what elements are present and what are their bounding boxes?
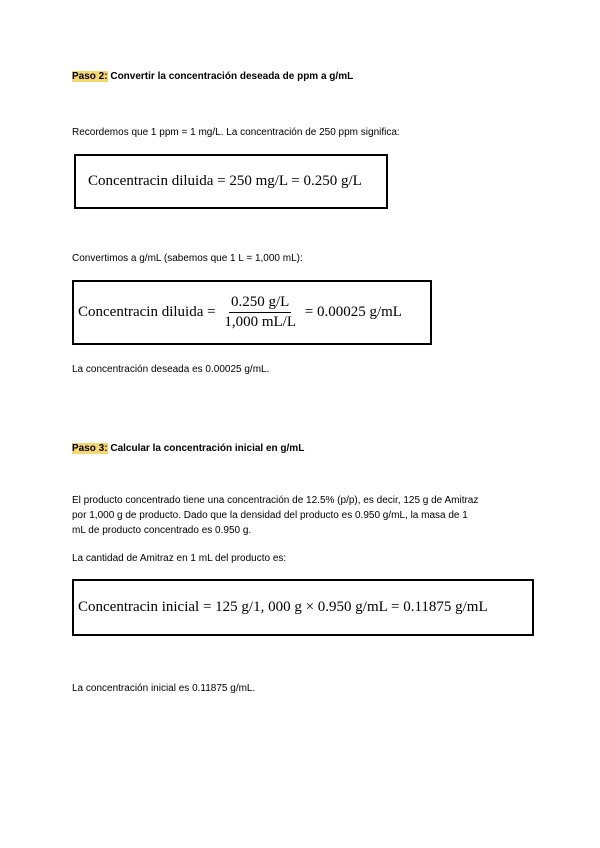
step3-paragraph-line: por 1,000 g de producto. Dado que la densidad del producto es 0.950 g/mL, la masa de 1 bbox=[72, 510, 468, 521]
step2-intro: Recordemos que 1 ppm = 1 mg/L. La concentración de 250 ppm significa: bbox=[72, 127, 400, 138]
equation-2 bbox=[78, 294, 402, 331]
step3-heading bbox=[72, 443, 304, 454]
step3-paragraph-line: mL de producto concentrado es 0.950 g. bbox=[72, 525, 252, 536]
step3-paragraph bbox=[72, 493, 542, 538]
step3-paragraph-line: El producto concentrado tiene una concentración de 12.5% (p/p), es decir, 125 g de Amitraz bbox=[72, 495, 479, 506]
step3-amount-text: La cantidad de Amitraz en 1 mL del producto es: bbox=[72, 553, 287, 564]
step2-title: Convertir la concentración deseada de ppm a g/mL bbox=[107, 71, 354, 82]
step3-result: La concentración inicial es 0.11875 g/mL. bbox=[72, 683, 256, 694]
equation-2-numerator: 0.250 g/L bbox=[229, 294, 291, 313]
equation-box-2 bbox=[72, 280, 432, 345]
equation-1 bbox=[88, 173, 362, 190]
equation-3: Concentracin inicial = 125 g/1, 000 g × 0.950 g/mL = 0.11875 g/mL bbox=[78, 599, 488, 615]
step2-heading bbox=[72, 71, 353, 82]
equation-2-denominator: 1,000 mL/L bbox=[224, 314, 297, 330]
step2-result: La concentración deseada es 0.00025 g/mL. bbox=[72, 364, 270, 375]
step3-label: Paso 3: bbox=[72, 443, 108, 454]
step3-title: Calcular la concentración inicial en g/mL bbox=[107, 443, 305, 454]
equation-1-lhs: Concentracin diluida bbox=[88, 173, 214, 189]
equation-1-rhs: = 250 mg/L = 0.250 g/L bbox=[217, 173, 362, 189]
equation-2-rhs: = 0.00025 g/mL bbox=[304, 303, 402, 320]
equation-2-lhs: Concentracin diluida = bbox=[78, 303, 216, 320]
step2-convert-text: Convertimos a g/mL (sabemos que 1 L = 1,000 mL): bbox=[72, 253, 303, 264]
equation-box-3 bbox=[72, 579, 534, 636]
step2-label: Paso 2: bbox=[72, 71, 108, 82]
equation-2-fraction bbox=[222, 294, 298, 331]
equation-box-1 bbox=[74, 154, 388, 209]
